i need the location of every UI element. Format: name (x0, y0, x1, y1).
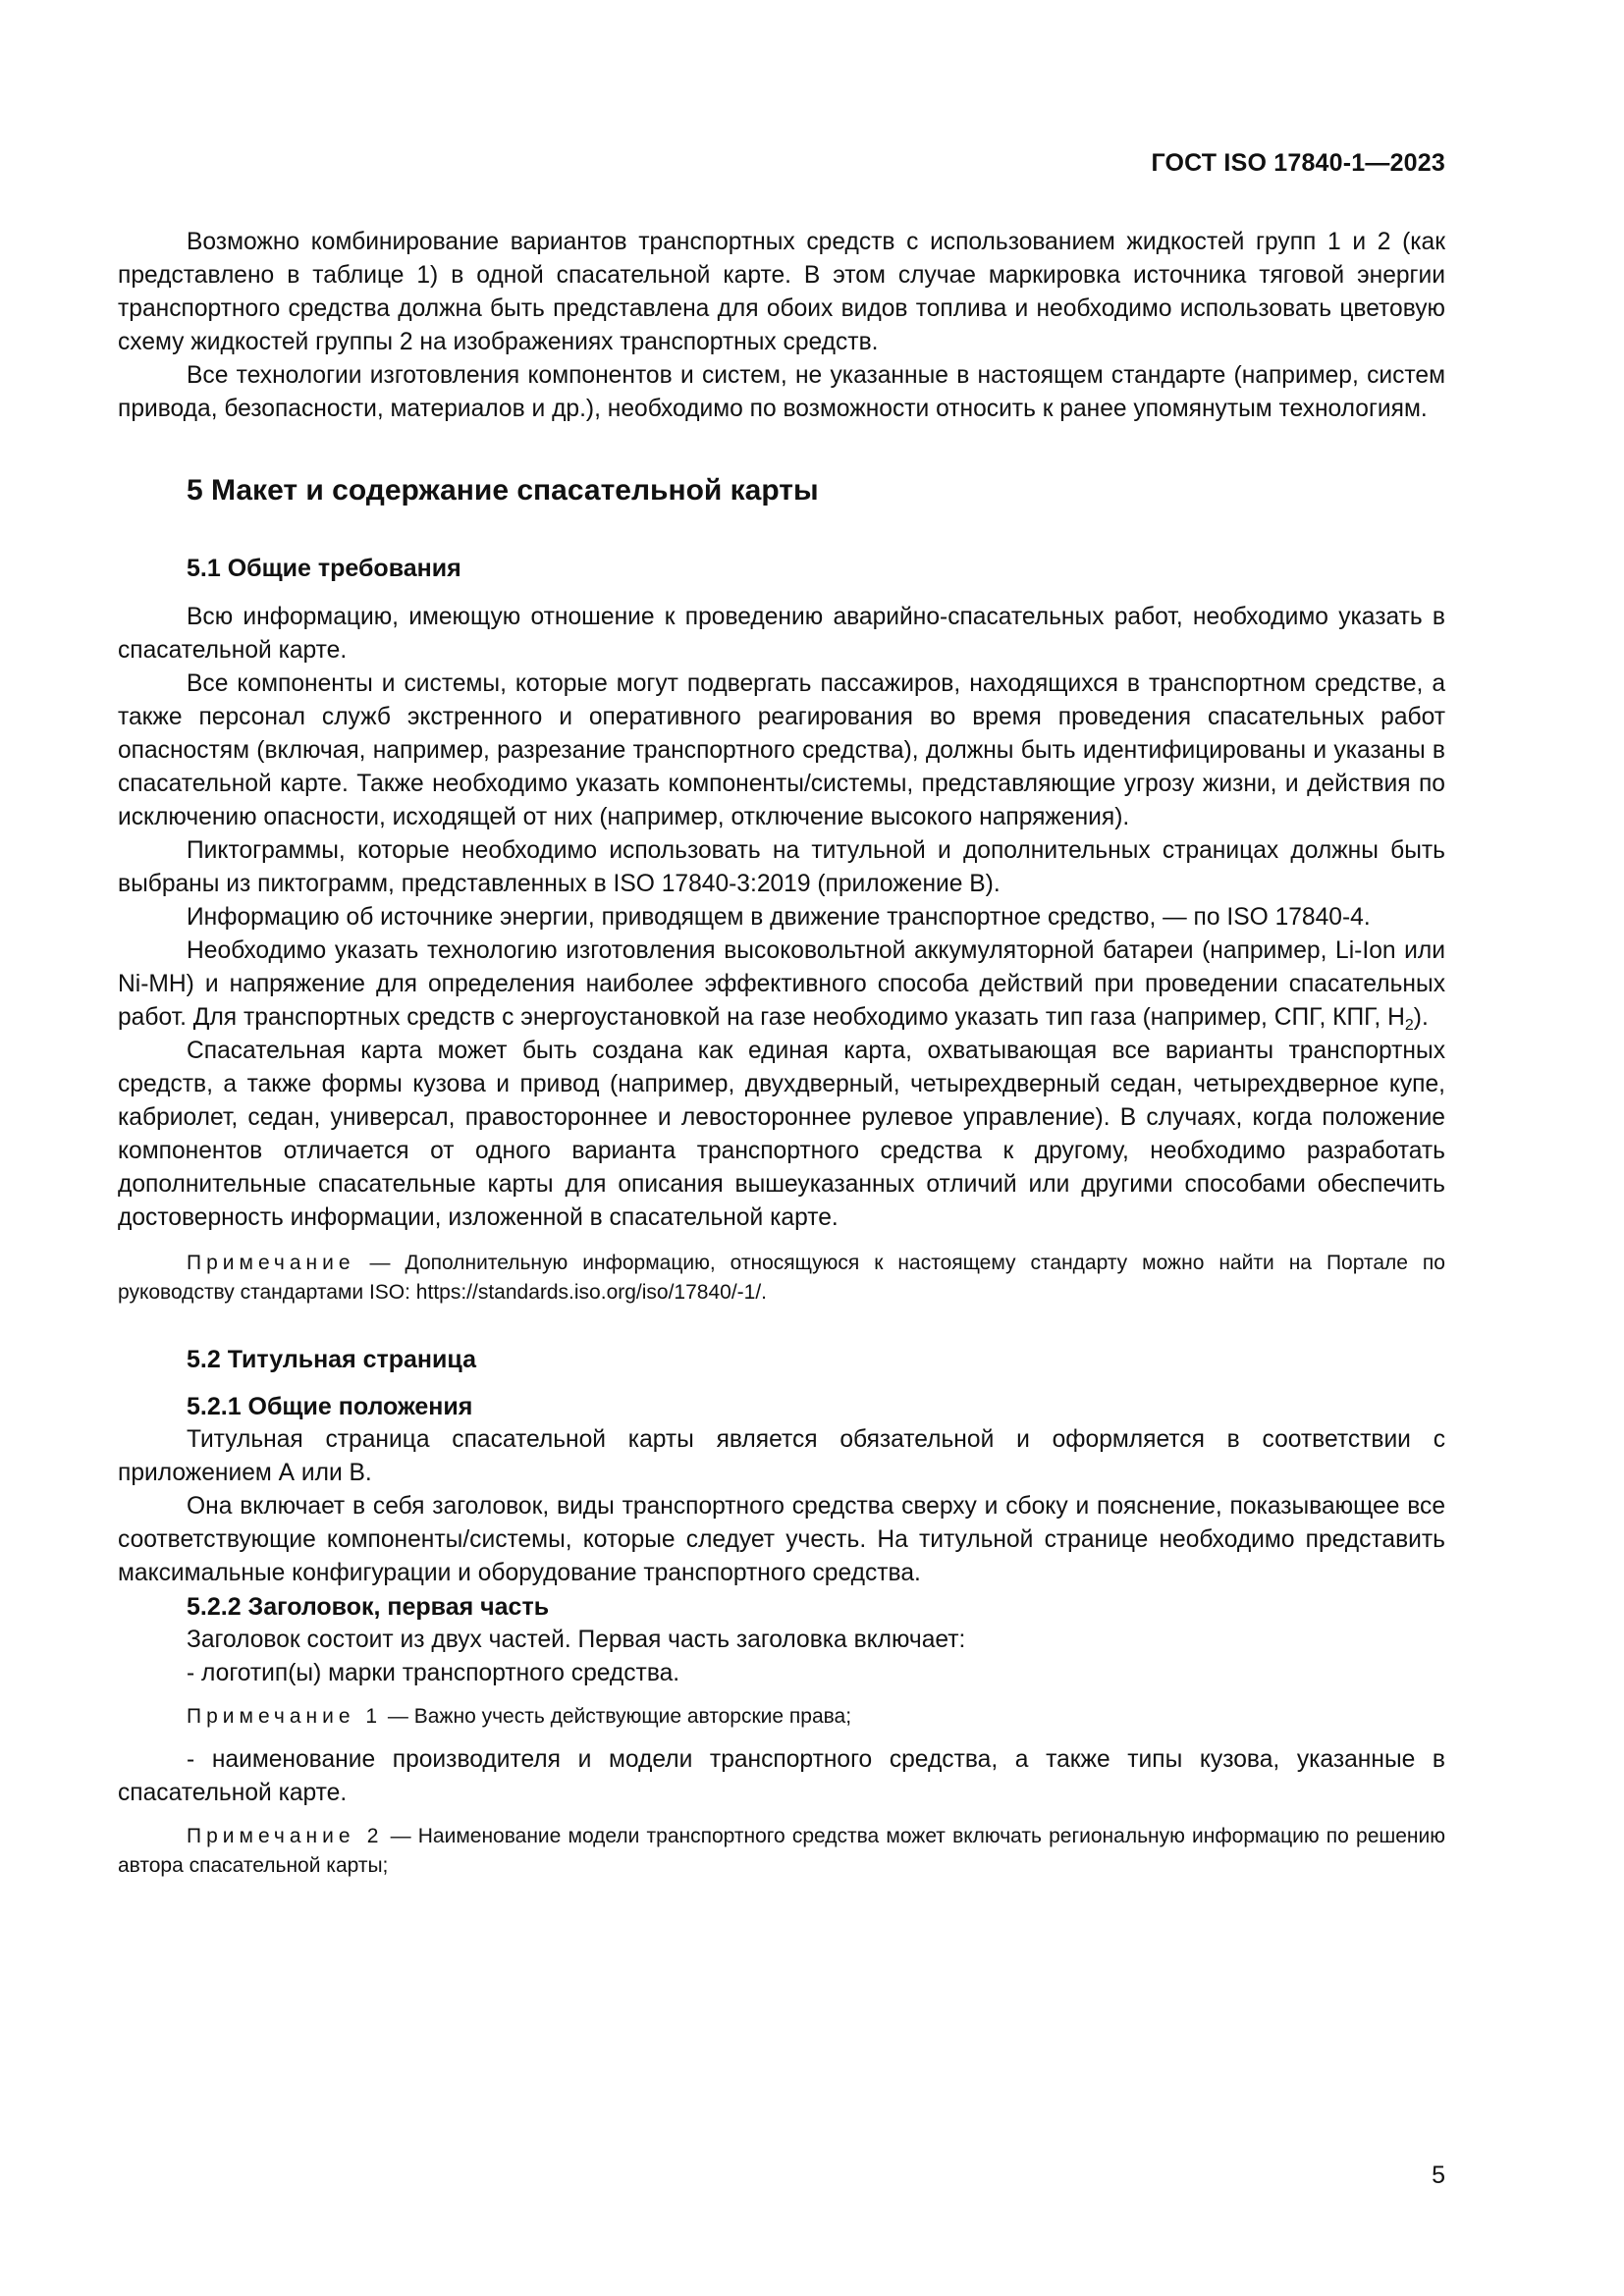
page-number: 5 (1432, 2162, 1445, 2189)
note-text: — Дополнительную информацию, относящуюся к настоящему стандарту можно найти на Портале по руководству стандартами ISO: https://standards.iso.org/iso/17840/-1/. (118, 1252, 1445, 1304)
note-text: — Наименование модели транспортного средства может включать региональную информацию по решению автора спасательной карты; (118, 1825, 1445, 1877)
subsection-heading: 5.2 Титульная страница (187, 1346, 476, 1373)
paragraph: Всю информацию, имеющую отношение к проведению аварийно-спасательных работ, необходимо указать в спасательной карте. (118, 604, 1445, 664)
document-page (118, 0, 1445, 2296)
paragraph: Она включает в себя заголовок, виды транспортного средства сверху и сбоку и пояснение, показывающее все соответствующие компоненты/системы, которые следует учесть. На титульной странице необходимо представить максимальные конфигурации и оборудование транспортного средства. (118, 1493, 1445, 1586)
paragraph: Титульная страница спасательной карты является обязательной и оформляется в соответствии с приложением А или В. (118, 1426, 1445, 1486)
section-heading: 5 Макет и содержание спасательной карты (187, 474, 819, 507)
paragraph: Спасательная карта может быть создана как единая карта, охватывающая все варианты транспортных средств, а также формы кузова и привод (например, двухдверный, четырехдверный седан, четырехдверное купе, кабриолет, седан, универсал, правостороннее и левостороннее рулевое управление). В случаях, когда положение компонентов отличается от одного варианта транспортного средства к другому, необходимо разработать дополнительные спасательные карты для описания вышеуказанных отличий или другими способами обеспечить достоверность информации, изложенной в спасательной карте. (118, 1038, 1445, 1231)
list-item: - логотип(ы) марки транспортного средства. (187, 1660, 680, 1686)
subscript: 2 (1404, 1017, 1414, 1034)
note-label: Примечание 1 (187, 1705, 383, 1728)
paragraph (118, 934, 1445, 1035)
note-label: Примечание 2 (187, 1825, 384, 1847)
note (118, 1249, 1445, 1308)
note-text: — Важно учесть действующие авторские права; (382, 1705, 852, 1728)
paragraph: Пиктограммы, которые необходимо использовать на титульной и дополнительных страницах должны быть выбраны из пиктограмм, представленных в ISO 17840-3:2019 (приложение В). (118, 837, 1445, 897)
note (118, 1822, 1445, 1881)
paragraph: Все технологии изготовления компонентов и систем, не указанные в настоящем стандарте (например, систем привода, безопасности, материалов и др.), необходимо по возможности относить к ранее упомянутым технологиям. (118, 362, 1445, 422)
note-label: Примечание (187, 1252, 355, 1274)
subsection-heading: 5.1 Общие требования (187, 555, 461, 582)
subsubsection-heading: 5.2.1 Общие положения (187, 1393, 473, 1420)
document-body (118, 226, 1445, 1881)
note (118, 1702, 1445, 1732)
document-header: ГОСТ ISO 17840-1—2023 (1151, 149, 1445, 177)
paragraph: Заголовок состоит из двух частей. Первая часть заголовка включает: (187, 1627, 966, 1653)
paragraph-text: ). (1413, 1004, 1429, 1031)
subsubsection-heading: 5.2.2 Заголовок, первая часть (187, 1593, 550, 1621)
paragraph: Все компоненты и системы, которые могут подвергать пассажиров, находящихся в транспортном средстве, а также персонал служб экстренного и оперативного реагирования во время проведения спасательных работ опасностям (включая, например, разрезание транспортного средства), должны быть идентифицированы и указаны в спасательной карте. Также необходимо указать компоненты/системы, представляющие угрозу жизни, и действия по исключению опасности, исходящей от них (например, отключение высокого напряжения). (118, 670, 1445, 830)
paragraph: Возможно комбинирование вариантов транспортных средств с использованием жидкостей групп 1 и 2 (как представлено в таблице 1) в одной спасательной карте. В этом случае маркировка источника тяговой энергии транспортного средства должна быть представлена для обоих видов топлива и необходимо использовать цветовую схему жидкостей группы 2 на изображениях транспортных средств. (118, 229, 1445, 355)
list-item: - наименование производителя и модели транспортного средства, а также типы кузова, указанные в спасательной карте. (118, 1746, 1445, 1806)
paragraph: Информацию об источнике энергии, приводящем в движение транспортное средство, — по ISO 17840-4. (187, 904, 1371, 931)
paragraph-text: Необходимо указать технологию изготовления высоковольтной аккумуляторной батареи (например, Li-Ion или Ni-MH) и напряжение для определения наиболее эффективного способа действий при проведении спасательных работ. Для транспортных средств с энергоустановкой на газе необходимо указать тип газа (например, СПГ, КПГ, H (118, 937, 1445, 1031)
